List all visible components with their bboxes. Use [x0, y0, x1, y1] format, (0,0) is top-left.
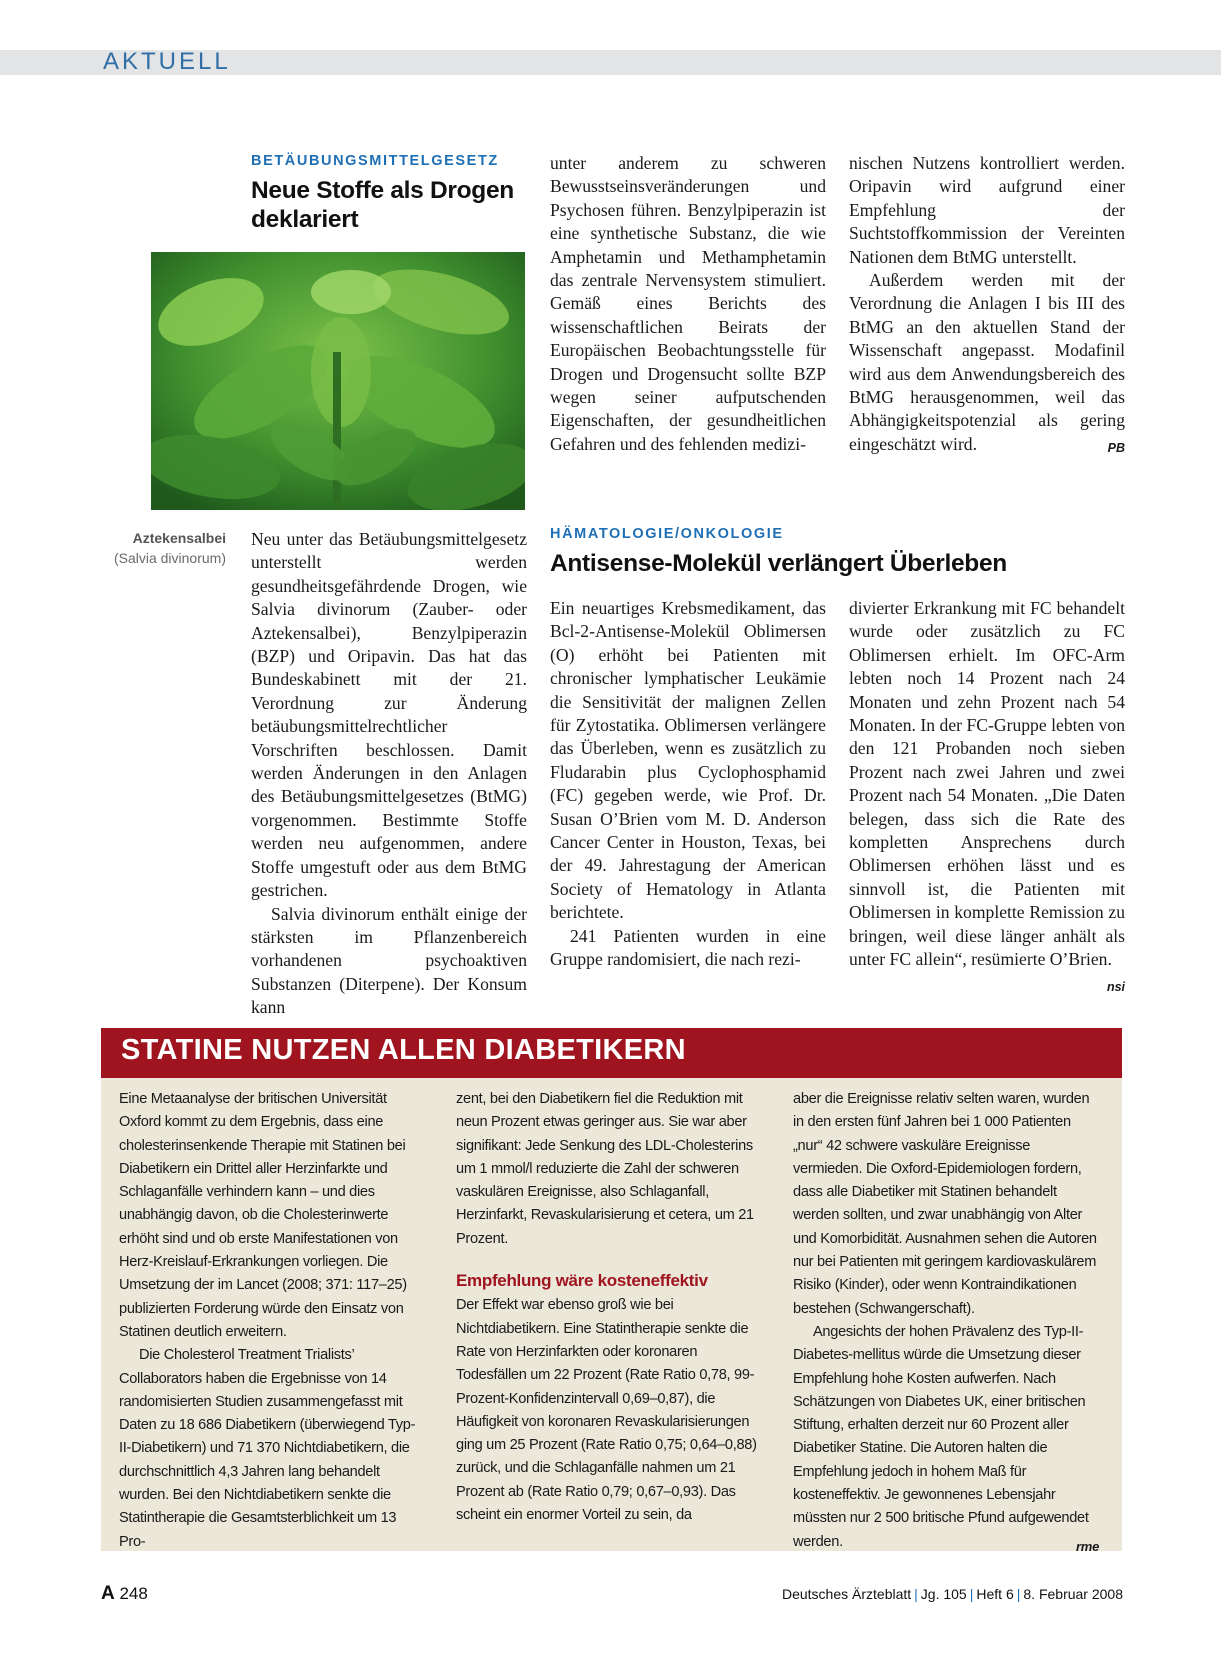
- paragraph: unter anderem zu schweren Bewusstseinsveränderungen und Psychosen führen. Benzylpiperazin ist eine synthetische Substanz, die wie Amphetamin und Methamphetamin das zentrale Nervensystem stimuliert. Gemäß eines Berichts des wissenschaftlichen Beirats der Europäischen Beobachtungsstelle für Drogen und Drogensucht sollte BZP wegen seiner aufputschenden Eigenschaften, der gesundheitlichen Gefahren und des fehlenden medizi-: [550, 153, 826, 454]
- paragraph: Salvia divinorum enthält einige der stärksten im Pflanzenbereich vorhandenen psychoaktiven Substanzen (Diterpene). Der Konsum kann: [251, 903, 527, 1018]
- paragraph: nischen Nutzens kontrolliert werden. Oripavin wird aufgrund einer Empfehlung der Suchtstoffkommission der Vereinten Nationen dem BtMG unterstellt.: [849, 153, 1125, 267]
- salvia-plant-photo: [151, 252, 525, 510]
- paragraph: Ein neuartiges Krebsmedikament, das Bcl-2-Antisense-Molekül Oblimersen (O) erhöht bei Patienten mit chronischer lymphatischer Leukämie die Sensitivität der malignen Zellen für Zytostatika. Oblimersen verlängere das Überleben, wenn es zusätzlich zu Fludarabin plus Cyclophosphamid (FC) gegeben werde, wie Prof. Dr. Susan O’Brien vom M. D. Anderson Cancer Center in Houston, Texas, bei der 49. Jahrestagung der American Society of Hematology in Atlanta berichtete.: [550, 598, 826, 923]
- paragraph: Neu unter das Betäubungsmittelgesetz unterstellt werden gesundheitsgefährdende Drogen, wie Salvia divinorum (Zauber- oder Aztekensalbei), Benzylpiperazin (BZP) und Oripavin. Das hat das Bundeskabinett mit der 21. Verordnung zur Änderung betäubungsmittelrechtlicher Vorschriften beschlossen. Damit werden Änderungen in den Anlagen des Betäubungsmittelgesetzes (BtMG) vorgenommen. Bestimmte Stoffe werden neu aufgenommen, andere Stoffe umgestuft oder aus dem BtMG gestrichen.: [251, 529, 527, 901]
- paragraph: Eine Metaanalyse der britischen Universität Oxford kommt zu dem Ergebnis, dass eine cholesterinsenkende Therapie mit Statinen bei Diabetikern ein Drittel aller Herzinfarkte und Schlaganfälle verhindern kann – und dies unabhängig davon, ob die Cholesterinwerte erhöht sind und ob erste Manifestationen von Herz-Kreislauf-Erkrankungen vorliegen. Die Umsetzung der im Lancet (2008; 371: 117–25) publizierten Forderung würde den Einsatz von Statinen deutlich erweitern.: [119, 1091, 407, 1340]
- page-letter: A: [101, 1583, 115, 1604]
- article1-headline: Neue Stoffe als Drogen deklariert: [251, 177, 514, 233]
- photo-caption: [96, 528, 226, 568]
- author-initials: PB: [1107, 440, 1125, 455]
- journal-info: Deutsches Ärzteblatt | Jg. 105 | Heft 6 | 8. Februar 2008: [781, 1586, 1123, 1602]
- paragraph-text: Außerdem werden mit der Verordnung die Anlagen I bis III des BtMG an den aktuellen Stand der Wissenschaft angepasst. Modafinil wird aus dem Anwendungsbereich des BtMG herausgenommen, weil das Abhängigkeitspotenzial als gering eingeschätzt wird.: [849, 270, 1125, 454]
- author-initials: nsi: [1106, 979, 1125, 994]
- page-number-value: 248: [119, 1584, 148, 1603]
- article2-kicker: HÄMATOLOGIE/ONKOLOGIE: [550, 526, 784, 542]
- box-column-2: [456, 1088, 762, 1527]
- article1-column-2: [550, 152, 826, 456]
- paragraph: 241 Patienten wurden in eine Gruppe randomisiert, die nach rezi-: [550, 925, 826, 970]
- journal-date: 8. Februar 2008: [1023, 1586, 1123, 1602]
- caption-subtitle: (Salvia divinorum): [113, 550, 226, 566]
- journal-volume: Jg. 105: [920, 1586, 967, 1602]
- paragraph-text: divierter Erkrankung mit FC behandelt wurde oder zusätzlich zu FC Oblimersen erhielt. Im OFC-Arm lebten noch 14 Prozent nach 24 Monaten und zehn Prozent nach 54 Monaten. In der FC-Gruppe lebten von den 121 Probanden noch sieben Prozent nach zwei Jahren und zwei Prozent nach 54 Monaten. „Die Daten belegen, dass sich die Rate des kompletten Ansprechens durch Oblimersen erhöhen lässt und es sinnvoll ist, die Patienten mit Oblimersen in komplette Remission zu bringen, weil diese länger anhält als unter FC allein“, resümierte O’Brien.: [849, 598, 1125, 970]
- paragraph: [849, 269, 1125, 456]
- paragraph: zent, bei den Diabetikern fiel die Reduktion mit neun Prozent etwas geringer aus. Sie war aber signifikant: Jede Senkung des LDL-Cholesterins um 1 mmol/l reduzierte die Zahl der schweren vaskulären Ereignisse, also Schlaganfall, Herzinfarkt, Revaskularisierung et cetera, um 21 Prozent.: [456, 1091, 754, 1247]
- box-subheading: Empfehlung wäre kosteneffektiv: [456, 1271, 708, 1291]
- article1-column-1: [251, 528, 527, 1020]
- box-column-1: [119, 1088, 425, 1554]
- section-label: AKTUELL: [103, 48, 231, 75]
- journal-issue: Heft 6: [976, 1586, 1014, 1602]
- info-box-title: STATINE NUTZEN ALLEN DIABETIKERN: [121, 1034, 686, 1066]
- paragraph: Die Cholesterol Treatment Trialists’ Collaborators haben die Ergebnisse von 14 randomisierten Studien zusammengefasst mit Daten zu 18 686 Diabetikern (überwiegend Typ-II-Diabetikern) und 71 370 Nichtdiabetikern, die durchschnittlich 4,3 Jahren lang behandelt wurden. Bei den Nichtdiabetikern senkte die Statintherapie die Gesamtsterblichkeit um 13 Pro-: [119, 1347, 416, 1550]
- article2-headline: Antisense-Molekül verlängert Überleben: [550, 550, 1007, 577]
- page-number: [101, 1583, 148, 1605]
- caption-title: Aztekensalbei: [132, 530, 226, 546]
- paragraph-text: Angesichts der hohen Prävalenz des Typ-II-Diabetes-mellitus würde die Umsetzung dieser Empfehlung hohe Kosten aufwerfen. Nach Schätzungen von Diabetes UK, einer britischen Stiftung, erhalten derzeit nur 60 Prozent aller Diabetiker Statine. Die Autoren halten die Empfehlung jedoch in hohem Maß für kosteneffektiv. Je gewonnenes Lebensjahr müssten nur 2 500 britische Pfund aufgewendet werden.: [793, 1323, 1089, 1550]
- box-column-3: [793, 1088, 1099, 1558]
- paragraph: [849, 597, 1125, 994]
- paragraph: Der Effekt war ebenso groß wie bei Nichtdiabetikern. Eine Statintherapie senkte die Rate von Herzinfarkten oder koronaren Todesfällen um 22 Prozent (Rate Ratio 0,78, 99-Prozent-Konfidenzintervall 0,69–0,87), die Häufigkeit von koronaren Revaskularisierungen ging um 25 Prozent (Rate Ratio 0,75; 0,64–0,88) zurück, und die Schlaganfälle nahmen um 21 Prozent ab (Rate Ratio 0,79; 0,67–0,93). Das scheint ein enormer Vorteil zu sein, da: [456, 1297, 757, 1524]
- article1-column-3: [849, 152, 1125, 460]
- journal-name: Deutsches Ärzteblatt: [781, 1586, 912, 1602]
- article1-kicker: BETÄUBUNGSMITTELGESETZ: [251, 153, 499, 169]
- article2-column-2: [849, 597, 1125, 999]
- paragraph: [793, 1321, 1099, 1554]
- paragraph: aber die Ereignisse relativ selten waren, wurden in den ersten fünf Jahren bei 1 000 Patienten „nur“ 42 schwere vaskuläre Ereignisse vermieden. Die Oxford-Epidemiologen fordern, dass alle Diabetiker mit Statinen behandelt werden sollten, und zwar unabhängig von Alter und Komorbidität. Ausnahmen sehen die Autoren nur bei Patienten mit geringem kardiovaskulärem Risiko (Kinder), oder wenn Kontraindikationen bestehen (Schwangerschaft).: [793, 1091, 1097, 1317]
- article2-column-1: [550, 597, 826, 972]
- author-initials: rme: [1076, 1538, 1099, 1554]
